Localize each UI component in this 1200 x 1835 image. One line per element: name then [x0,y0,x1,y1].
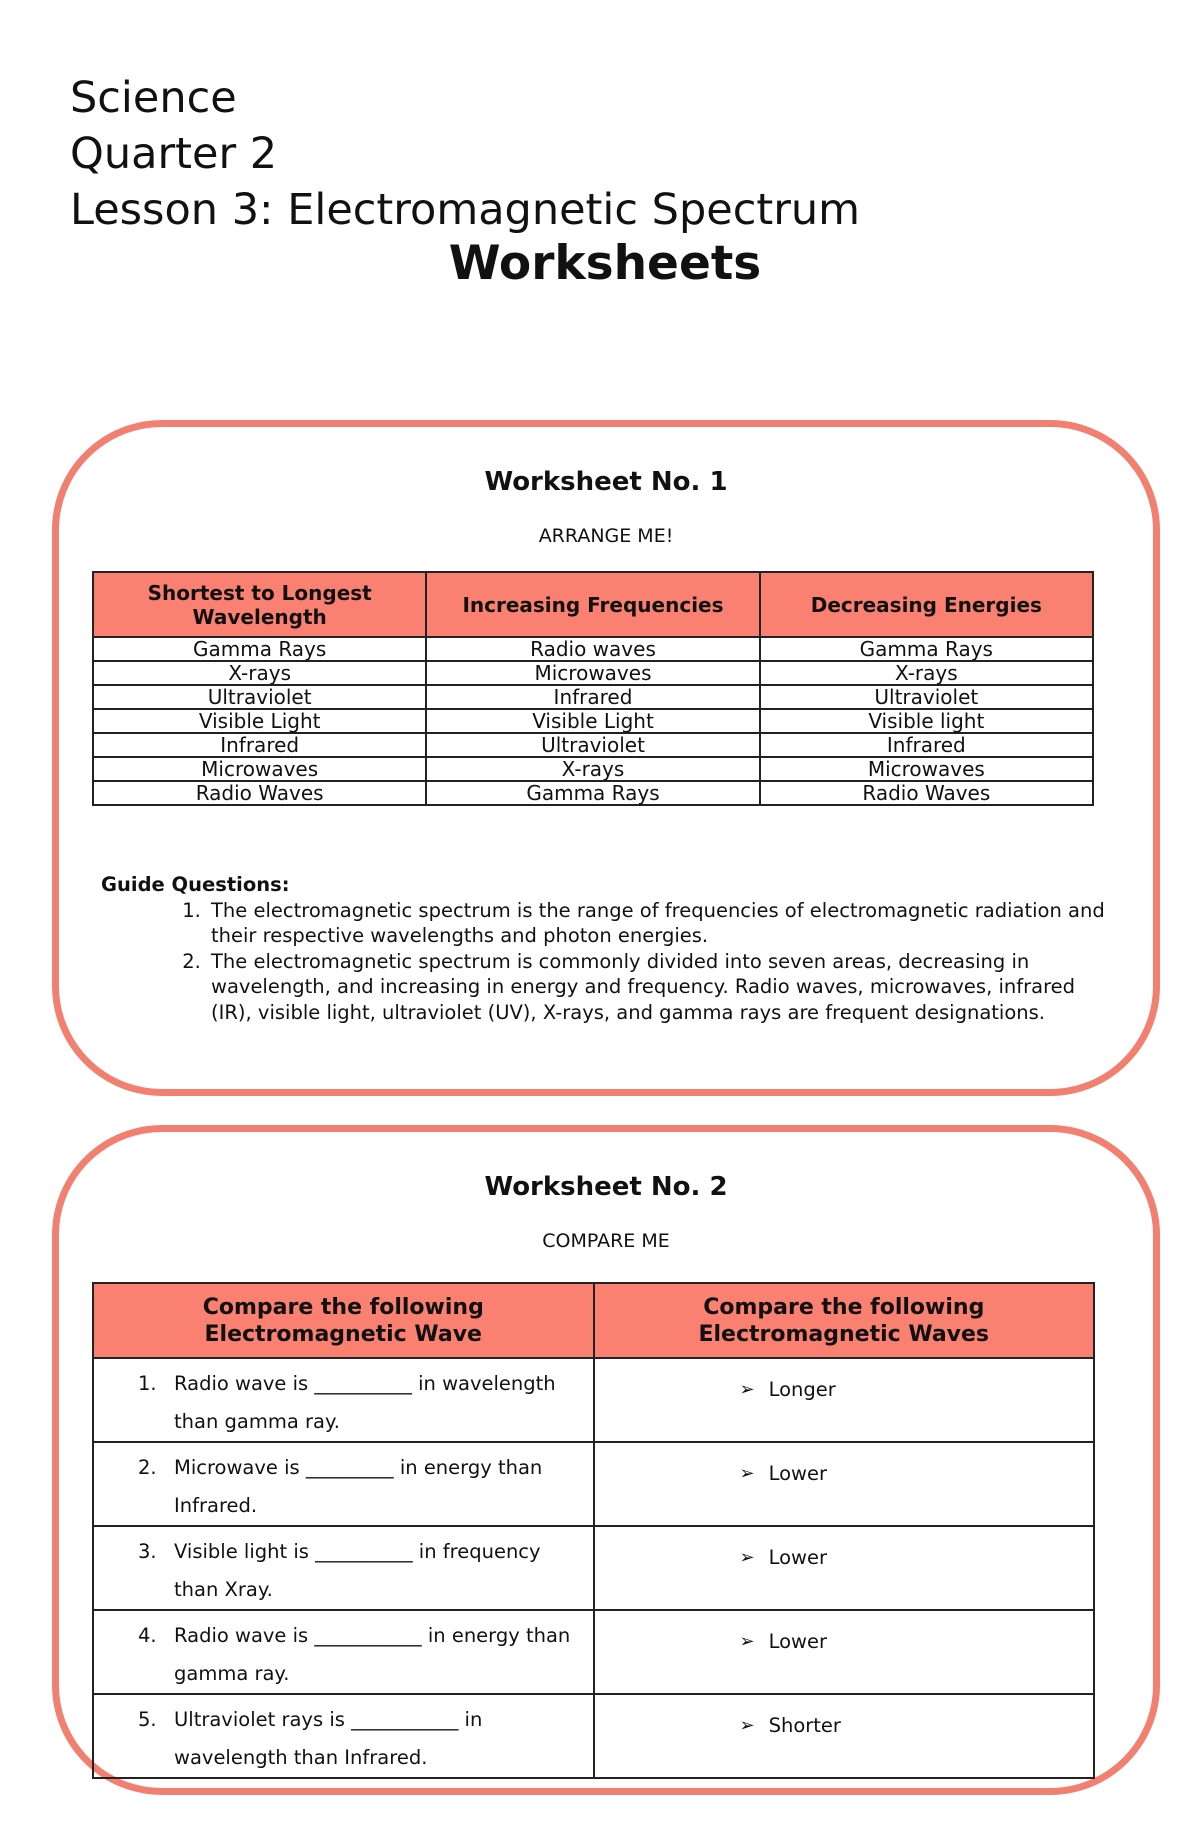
table-row [93,661,1093,685]
answer-text: Lower [768,1545,828,1569]
arrow-bullet-icon: ➢ [739,1462,755,1484]
table-row [93,637,1093,661]
compare-table-header [93,1283,1094,1358]
table-cell: Radio Waves [93,781,426,805]
arrow-bullet-icon: ➢ [739,1630,755,1652]
column-header-answers: Compare the following Electromagnetic Waves [594,1283,1095,1358]
lesson-title: Lesson 3: Electromagnetic Spectrum [70,185,861,235]
table-cell: Gamma Rays [426,781,759,805]
table-cell: Microwaves [426,661,759,685]
guide-questions [101,872,1111,1025]
answer-cell [594,1358,1095,1442]
table-cell: Infrared [93,733,426,757]
question-text: Radio wave is __________ in wavelength than gamma ray. [174,1372,556,1433]
question-text: Visible light is __________ in frequency than Xray. [174,1540,541,1601]
worksheet-2-title: Worksheet No. 2 [484,1172,728,1202]
table-row [93,709,1093,733]
table-cell: Visible light [760,709,1093,733]
table-row [93,1694,1094,1778]
answer-text: Shorter [768,1713,841,1737]
table-cell: Ultraviolet [760,685,1093,709]
document-header [70,70,860,238]
question-cell [93,1694,594,1778]
answer-text: Lower [768,1461,828,1485]
question-cell [93,1526,594,1610]
worksheet-1-title: Worksheet No. 1 [484,467,728,497]
question-number: 1. [138,1372,157,1395]
table-row [93,1442,1094,1526]
answer-cell [594,1526,1095,1610]
arrange-table-header [93,572,1093,637]
worksheets-heading: Worksheets [448,236,762,291]
question-cell [93,1358,594,1442]
question-number: 2. [138,1456,157,1479]
column-header-wavelength: Shortest to Longest Wavelength [93,572,426,637]
worksheet-1-subtitle: ARRANGE ME! [538,525,674,547]
column-header-frequencies: Increasing Frequencies [426,572,759,637]
table-cell: Visible Light [93,709,426,733]
table-cell: Gamma Rays [93,637,426,661]
table-cell: Infrared [426,685,759,709]
table-row [93,685,1093,709]
answer-text: Lower [768,1629,828,1653]
list-item: 2. The electromagnetic spectrum is commonly divided into seven areas, decreasing in wavelength, and increasing in energy and frequency. Radio waves, microwaves, infrared (IR), visible light, ultraviolet (UV), X-rays, and gamma rays are frequent designations. [207,949,1111,1026]
table-row [93,1610,1094,1694]
column-header-questions: Compare the following Electromagnetic Wave [93,1283,594,1358]
arrow-bullet-icon: ➢ [739,1378,755,1400]
arrow-bullet-icon: ➢ [739,1714,755,1736]
table-row [93,1358,1094,1442]
table-row [93,757,1093,781]
question-cell [93,1610,594,1694]
subject-title: Science [70,73,237,123]
table-cell: Ultraviolet [426,733,759,757]
worksheet-1-card [52,420,1160,1096]
answer-cell [594,1694,1095,1778]
question-text: Ultraviolet rays is ___________ in wavelength than Infrared. [174,1708,483,1769]
table-row [93,1526,1094,1610]
answer-cell [594,1610,1095,1694]
question-cell [93,1442,594,1526]
arrow-bullet-icon: ➢ [739,1546,755,1568]
question-number: 5. [138,1708,157,1731]
table-cell: Radio Waves [760,781,1093,805]
question-text: Microwave is _________ in energy than Infrared. [174,1456,543,1517]
column-header-energies: Decreasing Energies [760,572,1093,637]
table-cell: Infrared [760,733,1093,757]
table-cell: X-rays [760,661,1093,685]
table-row [93,781,1093,805]
answer-text: Longer [768,1377,836,1401]
quarter-title: Quarter 2 [70,129,278,179]
table-cell: Ultraviolet [93,685,426,709]
guide-questions-list [101,898,1111,1026]
table-cell: X-rays [93,661,426,685]
question-number: 4. [138,1624,157,1647]
table-cell: Microwaves [93,757,426,781]
question-text: Radio wave is ___________ in energy than gamma ray. [174,1624,571,1685]
compare-table [92,1282,1095,1779]
question-number: 3. [138,1540,157,1563]
table-cell: X-rays [426,757,759,781]
arrange-table [92,571,1094,806]
table-row [93,733,1093,757]
guide-questions-title: Guide Questions: [101,873,290,896]
table-cell: Microwaves [760,757,1093,781]
table-cell: Gamma Rays [760,637,1093,661]
answer-cell [594,1442,1095,1526]
worksheet-2-card [52,1125,1160,1795]
table-cell: Radio waves [426,637,759,661]
list-item: 1. The electromagnetic spectrum is the range of frequencies of electromagnetic radiation and their respective wavelengths and photon energies. [207,898,1111,949]
worksheet-2-subtitle: COMPARE ME [542,1230,670,1252]
table-cell: Visible Light [426,709,759,733]
